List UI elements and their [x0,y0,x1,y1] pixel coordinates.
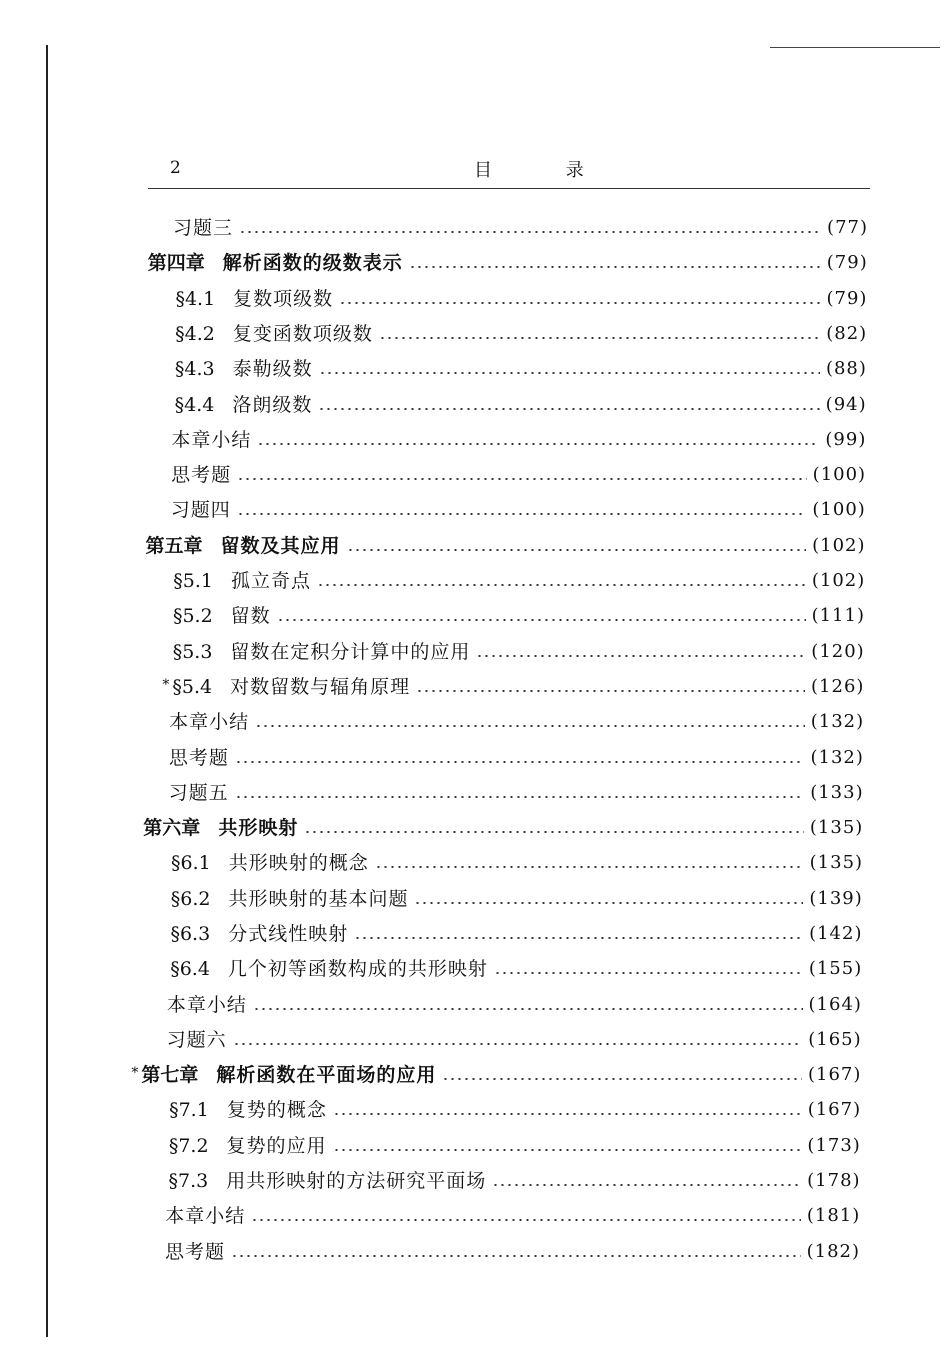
toc-row [175,389,867,421]
toc-row [175,283,867,315]
toc-title: 解析函数在平面场的应用 [216,1064,437,1086]
toc-chapter-row [131,1059,862,1091]
dot-leader [476,655,805,657]
section-number: §6.2 [170,888,211,910]
toc-title: 共形映射的概念 [228,852,369,874]
dot-leader [492,1184,801,1186]
section-number: §5.4 [172,676,213,698]
dot-leader [379,337,820,339]
dot-leader [237,513,807,515]
toc-title: 习题三 [173,217,234,239]
section-number: §4.3 [174,358,215,380]
page-number: 2 [170,158,181,178]
section-number: §5.3 [172,641,213,663]
toc-page-number: (164) [808,994,862,1015]
header-rule [148,188,870,189]
toc-row [169,1130,861,1162]
toc-page-number: (132) [810,747,864,768]
section-number: §4.4 [174,394,215,416]
dot-leader [494,972,803,974]
toc-row [167,989,862,1021]
section-number: §7.3 [168,1170,209,1192]
toc-row [169,742,864,774]
dot-leader [375,866,804,868]
toc-chapter-row [148,247,868,279]
dot-leader [235,761,805,763]
toc-row [162,671,865,703]
dot-leader [251,1219,801,1221]
toc-row [173,600,865,632]
toc-row [173,212,868,244]
toc-title: 本章小结 [169,711,250,733]
toc-page-number: (102) [811,570,866,591]
toc-chapter-row [146,530,866,562]
toc-page-number: (142) [809,923,863,944]
toc-title: 本章小结 [165,1205,246,1227]
dot-leader [233,1043,803,1045]
toc-page-number: (79) [826,288,868,309]
toc-row [170,953,862,985]
toc-title: 用共形映射的方法研究平面场 [226,1170,487,1192]
toc-title: 洛朗级数 [232,394,313,416]
toc-page-number: (126) [811,676,865,697]
toc-page-number: (155) [808,958,863,979]
toc-title: 留数及其应用 [220,535,341,557]
dot-leader [416,690,805,692]
toc-title: 泰勒级数 [232,358,313,380]
toc-row [171,883,863,915]
toc-page-number: (77) [827,217,868,238]
toc-title: 本章小结 [171,429,252,451]
toc-title: 复势的概念 [226,1099,327,1121]
toc-title: 思考题 [165,1241,226,1263]
chapter-number: 第五章 [145,535,203,557]
section-number: §6.4 [170,958,210,980]
toc-title: 习题六 [166,1029,227,1051]
toc-row [175,353,867,385]
toc-row [173,565,865,597]
toc-title: 复变函数项级数 [232,323,373,345]
toc-row [170,918,862,950]
chapter-number: 第六章 [143,817,201,839]
section-number: §7.1 [169,1099,209,1121]
dot-leader [414,902,803,904]
dot-leader [339,302,820,304]
toc-chapter-row [143,812,863,844]
optional-mark: * [162,677,170,693]
toc-page-number: (167) [807,1099,862,1120]
dot-leader [318,408,819,410]
toc-page-number: (102) [812,535,866,556]
toc-title: 本章小结 [166,994,247,1016]
toc-page-number: (167) [807,1064,862,1085]
dot-leader [317,584,806,586]
chapter-number: 第四章 [147,252,205,274]
dot-leader [257,443,819,445]
toc-row [175,318,867,350]
toc-page-number: (94) [825,394,867,415]
dot-leader [409,266,821,268]
toc-row [173,636,865,668]
toc-page-number: (182) [806,1241,860,1262]
section-number: §7.2 [168,1135,209,1157]
dot-leader [319,372,820,374]
corner-rule [770,47,940,48]
toc-title: 习题四 [170,499,231,521]
toc-title: 复势的应用 [226,1135,327,1157]
toc-row [169,1165,861,1197]
dot-leader [231,1255,801,1257]
section-number: §5.2 [172,605,213,627]
toc-title: 解析函数的级数表示 [222,252,403,274]
dot-leader [333,1149,802,1151]
toc-row [169,1094,861,1126]
optional-mark: * [131,1065,139,1081]
toc-title: 留数 [230,605,271,627]
toc-title: 留数在定积分计算中的应用 [230,641,471,663]
dot-leader [255,725,805,727]
section-number: §6.1 [171,852,211,874]
toc-title: 思考题 [171,464,232,486]
section-number: §4.1 [175,288,216,310]
section-number: §4.2 [175,323,215,345]
toc-page-number: (82) [826,323,868,344]
section-number: §5.1 [173,570,213,592]
section-number: §6.3 [170,923,211,945]
toc-row [165,1236,860,1268]
toc-page-number: (181) [806,1205,861,1226]
toc-page-number: (132) [810,711,865,732]
toc-page-number: (120) [811,641,865,662]
toc-row [169,777,864,809]
toc-title: 共形映射的基本问题 [228,888,409,910]
toc-page-number: (99) [825,429,867,450]
toc-page-number: (133) [810,782,864,803]
chapter-number: 第七章 [141,1064,199,1086]
toc-title: 共形映射 [218,817,299,839]
toc-page-number: (139) [809,888,863,909]
toc-page-number: (100) [812,464,867,485]
toc-page-number: (79) [826,252,868,273]
toc-title: 思考题 [168,747,229,769]
toc-page-number: (100) [812,499,866,520]
dot-leader [354,937,803,939]
toc-row [171,494,866,526]
toc-page-number: (135) [809,817,864,838]
toc-title: 对数留数与辐角原理 [230,676,411,698]
dot-leader [237,478,807,480]
header-title: 目 录 [474,160,618,181]
toc-title: 孤立奇点 [230,570,311,592]
toc-row [171,424,866,456]
toc-title: 几个初等函数构成的共形映射 [227,958,488,980]
dot-leader [235,796,805,798]
dot-leader [304,831,804,833]
toc-title: 复数项级数 [233,288,334,310]
dot-leader [442,1078,802,1080]
toc-page-number: (178) [807,1170,861,1191]
toc-page-number: (88) [825,358,867,379]
toc-row [171,847,863,879]
dot-leader [253,1008,803,1010]
toc-row [165,1200,860,1232]
dot-leader [333,1113,802,1115]
page-margin-line [46,45,48,1337]
toc-row [171,459,866,491]
toc-title: 分式线性映射 [228,923,349,945]
toc-row [169,706,864,738]
toc-page-number: (111) [811,605,865,626]
toc-row [167,1024,862,1056]
dot-leader [239,231,821,233]
toc-title: 习题五 [168,782,229,804]
dot-leader [347,549,807,551]
toc-page-number: (173) [807,1135,861,1156]
dot-leader [277,619,806,621]
toc-page-number: (135) [809,852,864,873]
toc-page-number: (165) [808,1029,862,1050]
